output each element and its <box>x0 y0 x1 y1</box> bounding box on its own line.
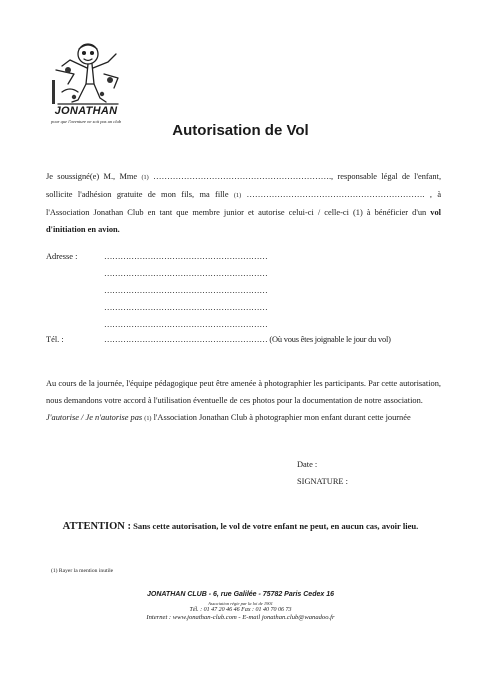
photo-consent-text: l'Association Jonathan Club à photographier mon enfant durant cette journée <box>153 413 411 422</box>
consent-bold-text: vol d'initiation en avion. <box>46 208 441 234</box>
footer-address: JONATHAN CLUB - 6, rue Galilée - 75782 Paris Cedex 16 <box>147 591 334 598</box>
address-line-4[interactable]: …………………………………………………… <box>104 303 268 312</box>
address-line-1[interactable]: …………………………………………………… <box>104 252 268 261</box>
phone-label: Tél. : <box>46 335 64 344</box>
date-label: Date : <box>297 460 318 469</box>
logo-tagline: pour que l'aventure ne soit pas un club <box>51 119 121 124</box>
consent-paragraph <box>46 168 441 238</box>
logo-name: JONATHAN <box>54 105 118 117</box>
child-name-field[interactable]: ………………………………………………………. <box>246 190 425 199</box>
photo-choice: J'autorise / Je n'autorise pas <box>46 413 143 422</box>
footer-phone: Tél. : 01 47 20 46 46 Fax : 01 40 70 06 73 <box>189 607 292 613</box>
address-line-2[interactable]: …………………………………………………… <box>104 269 268 278</box>
footer-internet: Internet : www.jonathan-club.com - E-mail jonathan.club@wanadoo.fr <box>146 614 335 621</box>
attention-text: Sans cette autorisation, le vol de votre enfant ne peut, en aucun cas, avoir lieu. <box>133 521 419 531</box>
footnote: (1) Rayer la mention inutile <box>51 568 114 574</box>
address-label: Adresse : <box>46 252 78 261</box>
phone-note: (Où vous êtes joignable le jour du vol) <box>269 335 391 344</box>
attention-word: ATTENTION : <box>62 521 131 532</box>
consent-text-1: Je soussigné(e) M., Mme <box>46 172 138 181</box>
page-title: Autorisation de Vol <box>172 122 309 139</box>
signature-label: SIGNATURE : <box>297 477 348 486</box>
footer <box>0 591 481 621</box>
footnote-marker: (1) <box>233 192 242 199</box>
photo-text: Au cours de la journée, l'équipe pédagogique peut être amenée à photographier les participants. Par cette autorisation, nous demandons votre accord à l'utilisation éventuelle de ces photos pour la documentation de notre association. <box>46 379 441 405</box>
footnote-marker: (1) <box>141 174 149 181</box>
attention-notice <box>0 521 481 532</box>
mascot-illustration-icon <box>48 40 128 108</box>
address-line-3[interactable]: …………………………………………………… <box>104 286 268 295</box>
photo-paragraph <box>46 375 441 427</box>
name-field[interactable]: ………………………………………………………., <box>153 172 334 181</box>
consent-text-3: , à l'Association Jonathan Club en tant que membre junior et autorise celui-ci / celle-ci (1) à bénéficier d'un <box>46 190 442 217</box>
footnote-marker: (1) <box>144 415 152 422</box>
phone-field <box>104 335 391 344</box>
address-line-5[interactable]: …………………………………………………… <box>104 320 268 329</box>
phone-input[interactable]: …………………………………………………… <box>104 335 268 344</box>
footer-legal: Association régie par la loi de 1901 <box>208 601 273 606</box>
consent-text-2: responsable légal de l'enfant, sollicite l'adhésion gratuite de mon fils, ma fille <box>46 172 442 199</box>
